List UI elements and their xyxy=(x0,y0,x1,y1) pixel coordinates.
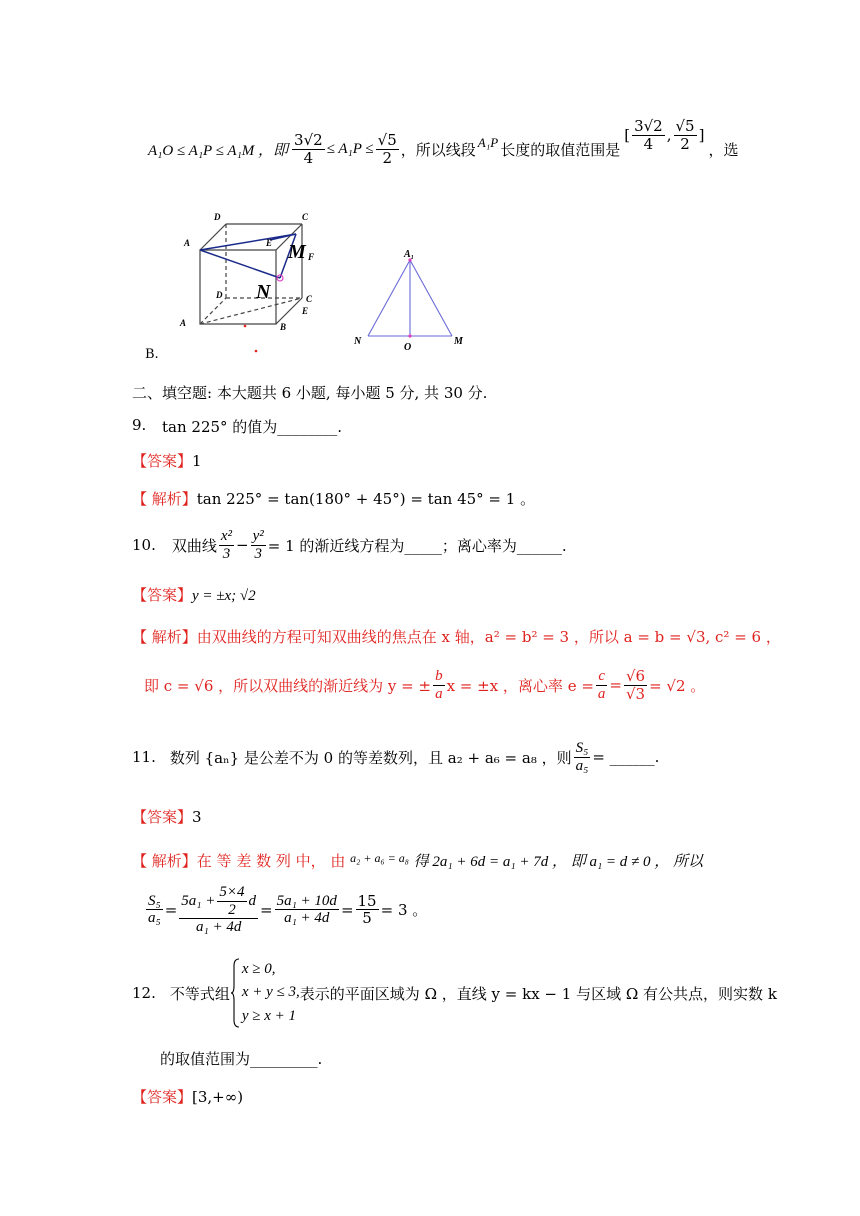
frac-den: a₅ xyxy=(575,757,589,774)
constraint: x + y ≤ 3, xyxy=(241,984,300,1001)
q9-explanation xyxy=(132,488,535,509)
section-heading: 二、填空题: 本大题共 6 小题, 每小题 5 分, 共 30 分. xyxy=(132,384,488,402)
explanation-text: tan 225° = tan(180° + 45°) = tan 45° = 1 。 xyxy=(196,490,536,508)
explanation-text: a₂ + a₆ = a₈ xyxy=(350,851,409,865)
svg-text:A: A xyxy=(180,318,187,328)
exp-end: = 3 。 xyxy=(380,901,428,920)
line1-seg6: ，选 xyxy=(708,140,739,159)
frac-den: 3 xyxy=(222,545,231,562)
q10-pre: 双曲线 xyxy=(171,536,217,555)
frac-sqrt5-over-2 xyxy=(376,132,399,166)
frac-num: √5 xyxy=(377,131,397,149)
frac-s5-over-a5 xyxy=(574,740,591,774)
svg-text:E: E xyxy=(302,306,309,316)
frac-c-over-a xyxy=(596,668,608,702)
triangle-figure xyxy=(348,246,478,356)
inequality-system xyxy=(242,958,300,1028)
q10-number: 10. xyxy=(132,536,156,554)
option-label: B. xyxy=(145,347,159,362)
explanation-text: 由双曲线的方程可知双曲线的焦点在 x 轴，a² = b² = 3 ，所以 a = b = √3, c² = 6 ， xyxy=(196,628,781,646)
q10-explanation-line1 xyxy=(132,626,781,647)
frac-num: √6 xyxy=(625,667,646,685)
frac-den: a₁ + 4d xyxy=(284,910,330,927)
answer-value: 1 xyxy=(192,452,202,470)
q12-post: 表示的平面区域为 Ω ，直线 y = kx − 1 与区域 Ω 有公共点，则实数 k xyxy=(299,984,777,1003)
frac-den: 2 xyxy=(382,148,392,167)
frac-num: 3√2 xyxy=(294,131,323,149)
exp-part: x = ±x ，离心率 e = xyxy=(446,676,594,695)
q11-explanation-line2 xyxy=(144,884,427,936)
frac-num: √5 xyxy=(675,117,695,135)
frac-den: a₅ xyxy=(148,910,161,927)
frac-num: y² xyxy=(252,528,264,544)
frac-3sqrt2-over-4 xyxy=(292,132,325,166)
frac-num: 5a₁ + $\frac{5\times 4}{2}$ d xyxy=(181,884,257,918)
exp-part: = xyxy=(609,676,622,694)
frac-num: 5a₁ + 10d xyxy=(276,892,337,909)
svg-text:D: D xyxy=(214,212,221,222)
frac-den: 4 xyxy=(303,148,314,167)
label-N: N xyxy=(256,281,271,303)
frac-y2-over-3 xyxy=(251,528,266,562)
minus-sign: − xyxy=(236,536,249,554)
frac-den: 2 xyxy=(680,134,690,153)
svg-text:E: E xyxy=(266,238,273,248)
q12-number: 12. xyxy=(132,984,156,1002)
frac-num: x² xyxy=(220,528,233,544)
svg-text:D: D xyxy=(216,290,223,300)
svg-text:B: B xyxy=(280,322,287,332)
frac-den: √3 xyxy=(625,684,646,703)
frac-num: 3√2 xyxy=(634,117,663,135)
explanation-text: 在 等 差 数 列 中， 由 xyxy=(196,852,346,870)
answer-value: y = ±x; √2 xyxy=(192,588,256,604)
frac-den: 3 xyxy=(254,545,262,562)
exp-part: = √2 。 xyxy=(649,676,706,695)
range-bracket: [ $\frac{3√2}{4}$ , $\frac{√5}{2}$ ] xyxy=(624,117,705,153)
eq-sign: = xyxy=(340,900,354,919)
line1 xyxy=(148,117,739,170)
frac-den: a xyxy=(435,685,443,702)
q12-pre: 不等式组 xyxy=(169,984,230,1003)
eq-sign: = xyxy=(164,900,178,919)
label-M: M xyxy=(288,241,306,263)
svg-text:C: C xyxy=(302,212,309,222)
frac-15-over-5 xyxy=(356,893,379,927)
explanation-label: 【 解析】 xyxy=(132,628,197,646)
frac-den: 2 xyxy=(228,901,236,918)
frac-num: c xyxy=(598,668,605,684)
svg-text:A: A xyxy=(184,238,191,248)
frac-num: 5×4 xyxy=(219,884,245,900)
line1-seg4: A₁P xyxy=(477,135,499,150)
constraint: x ≥ 0, xyxy=(241,961,276,978)
frac-num: 15 xyxy=(357,891,377,910)
q11-text1: 数列 {aₙ} 是公差不为 0 的等差数列，且 a₂ + a₆ = a₈ ，则 xyxy=(169,748,572,767)
answer-label: 【答案】 xyxy=(132,452,193,470)
q12-line2: 的取值范围为_________. xyxy=(160,1050,323,1068)
answer-label: 【答案】 xyxy=(132,586,193,604)
q9-number: 9. xyxy=(132,416,147,434)
frac-num: S₅ xyxy=(148,892,161,909)
answer-label: 【答案】 xyxy=(132,1088,193,1106)
line1-seg1: A₁O ≤ A₁P ≤ A₁M ，即 xyxy=(148,142,289,159)
tri-label-right: M xyxy=(454,336,463,347)
q10-answer xyxy=(132,584,256,605)
tri-label-left: N xyxy=(354,336,362,347)
brace-icon xyxy=(230,958,240,1028)
frac-num: S₅ xyxy=(575,740,589,756)
q9-text: tan 225° 的值为________. xyxy=(162,418,343,436)
q12-question xyxy=(132,958,777,1028)
line1-seg2: ≤ A₁P ≤ xyxy=(326,140,374,157)
frac-sqrt6-over-sqrt3 xyxy=(624,668,647,702)
frac-den: a₁ + 4d xyxy=(195,919,242,935)
svg-text:C: C xyxy=(306,294,313,304)
eq-sign: = xyxy=(260,900,273,919)
line1-seg5: 长度的取值范围是 xyxy=(500,140,621,159)
q11-text2: = ______. xyxy=(592,748,660,766)
frac-big xyxy=(179,884,258,936)
explanation-label: 【 解析】 xyxy=(132,852,197,870)
frac-b-over-a xyxy=(433,668,445,702)
line1-seg3: ，所以线段 xyxy=(400,140,476,159)
constraint: y ≥ x + 1 xyxy=(241,1007,297,1024)
q12-answer xyxy=(132,1086,243,1107)
exp-part: 即 c = √6 ，所以双曲线的渐近线为 y = ± xyxy=(144,676,432,695)
answer-label: 【答案】 xyxy=(132,808,193,826)
q10-question xyxy=(132,528,567,562)
frac-second xyxy=(275,893,339,927)
q10-eq: = 1 的渐近线方程为_____；离心率为______. xyxy=(267,536,567,555)
frac-den: 5 xyxy=(362,909,372,928)
explanation-text: 得 2a₁ + 6d = a₁ + 7d ， 即 a₁ = d ≠ 0 ， 所以 xyxy=(413,854,704,870)
frac-s5-over-a5 xyxy=(146,893,163,927)
q11-answer xyxy=(132,806,202,827)
explanation-label: 【 解析】 xyxy=(132,490,197,508)
frac-num: b xyxy=(435,668,443,684)
q11-number: 11. xyxy=(132,748,156,766)
q11-question xyxy=(132,740,659,774)
answer-value: [3,+∞) xyxy=(192,1088,244,1106)
q10-explanation-line2 xyxy=(144,668,705,702)
tri-label-bottom: O xyxy=(404,342,412,353)
q9-answer xyxy=(132,450,202,471)
cube-figure xyxy=(178,206,328,356)
tri-label-apex: A₁ xyxy=(404,249,415,260)
svg-text:F: F xyxy=(308,252,315,262)
frac-den: a xyxy=(597,685,606,702)
q11-explanation-line1 xyxy=(132,850,703,871)
frac-x2-over-3 xyxy=(219,528,234,562)
frac-den: 4 xyxy=(643,134,654,153)
answer-value: 3 xyxy=(192,808,202,826)
